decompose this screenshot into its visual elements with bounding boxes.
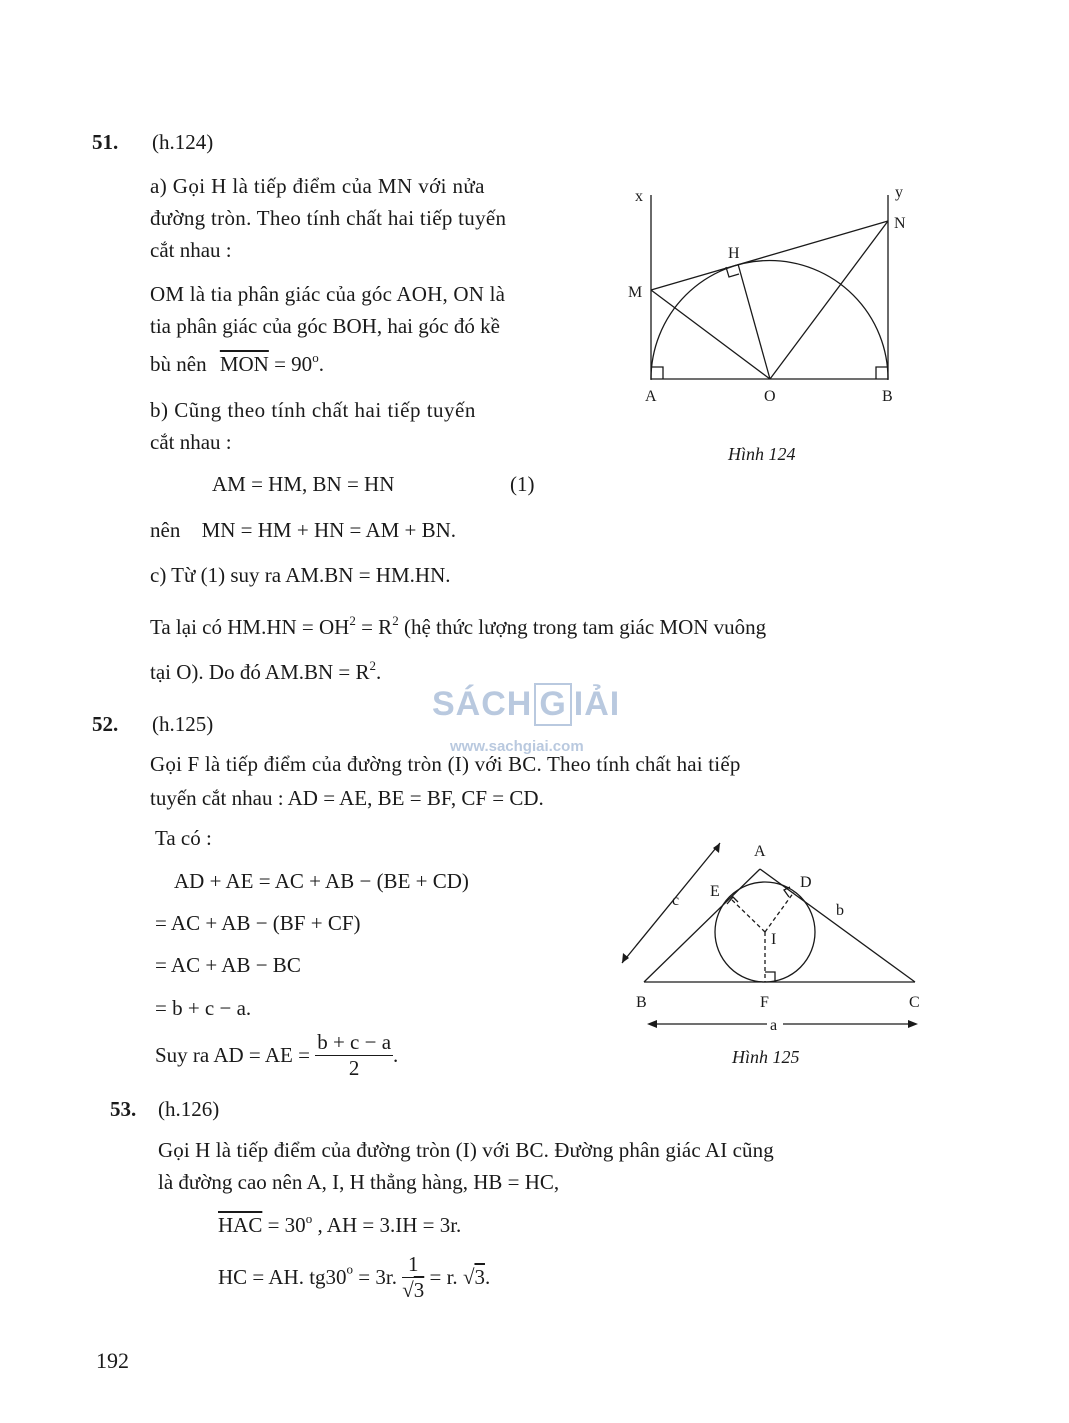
fraction-denominator: 2 [348, 1056, 360, 1080]
problem-number-53: 53. [110, 1097, 137, 1121]
fraction-numerator: b + c − a [317, 1030, 392, 1054]
angle-hac: $\overline{HAC}$ [218, 1213, 263, 1237]
p53-intro-1: Gọi H là tiếp điểm của đường tròn (I) với BC. Đường phân giác AI cũng [158, 1138, 774, 1162]
hc-mid: = 3r. [353, 1265, 397, 1289]
square-sup: 2 [392, 613, 399, 628]
equation-1-tag: (1) [510, 472, 535, 496]
root-radicand: 3 [413, 1278, 425, 1302]
p52-eq-2: = AC + AB − (BF + CF) [155, 911, 361, 935]
figure-125 [610, 835, 940, 1075]
label-b-side: b [836, 902, 844, 919]
problem-number-52: 52. [92, 712, 119, 736]
hc-prefix: HC = AH. tg30 [218, 1265, 347, 1289]
tai-suffix: . [376, 660, 382, 684]
angle-rest: , AH = 3.IH = 3r. [312, 1213, 462, 1237]
watermark-logo [432, 683, 620, 726]
page-number: 192 [96, 1348, 129, 1373]
figure-124 [620, 175, 920, 475]
problem-number-51: 51. [92, 130, 119, 154]
label-c-side: c [672, 892, 680, 909]
angle-mon: $\overline{MON}$ [219, 352, 269, 376]
watermark-brand-right: IẢI [573, 685, 621, 723]
label-a: A [645, 388, 657, 405]
square-sup: 2 [349, 613, 356, 628]
label-n: N [894, 215, 906, 232]
p53-hc-line [218, 1252, 490, 1303]
label-a-vertex: A [754, 843, 766, 860]
label-d: D [800, 874, 812, 891]
bu-prefix: bù nên [150, 352, 207, 376]
suy-prefix: Suy ra AD = AE = [155, 1043, 310, 1067]
watermark-url: www.sachgiai.com [450, 738, 584, 755]
label-e: E [710, 883, 720, 900]
angle-mon-value: = 90 [274, 352, 313, 376]
hc-eq: = r. [429, 1265, 458, 1289]
p51-tai-line [150, 660, 381, 685]
suy-suffix: . [393, 1043, 399, 1067]
p51-bu-line [150, 352, 324, 377]
angle-eq: = 30 [262, 1213, 306, 1237]
label-h: H [728, 245, 740, 262]
p52-eq-3: = AC + AB − BC [155, 953, 301, 977]
problem-ref-53: (h.126) [158, 1097, 220, 1121]
degree-sign: o [305, 1211, 313, 1226]
p52-eq-4: = b + c − a. [155, 996, 252, 1020]
p51-a-line-3: cắt nhau : [150, 238, 232, 262]
p51-om-line-1: OM là tia phân giác của góc AOH, ON là [150, 282, 506, 306]
p51-eq2-line [150, 518, 456, 543]
p52-suy-line [155, 1030, 398, 1081]
root-radicand: 3 [474, 1265, 485, 1289]
label-o: O [764, 388, 776, 405]
tai-prefix: tại O). Do đó AM.BN = R [150, 660, 370, 684]
degree-sign: o [346, 1261, 354, 1277]
p51-om-line-2: tia phân giác của góc BOH, hai góc đó kề [150, 314, 500, 338]
eq2-prefix: nên [150, 518, 181, 542]
p51-ta-line [150, 615, 766, 640]
degree-sign: o [312, 350, 319, 365]
fraction-1-over-root3 [402, 1252, 424, 1303]
problem-ref-51: (h.124) [152, 130, 214, 154]
root-3: √3 [462, 1265, 485, 1289]
label-a-side: a [770, 1017, 778, 1034]
p53-angle-line [218, 1213, 461, 1238]
label-x: x [635, 188, 643, 205]
fraction-bca-over-2 [315, 1030, 393, 1081]
p51-a-line-2: đường tròn. Theo tính chất hai tiếp tuyến [150, 206, 507, 230]
p52-eq-1: AD + AE = AC + AB − (BE + CD) [174, 869, 469, 893]
label-m: M [628, 284, 643, 301]
p52-intro-2: tuyến cắt nhau : AD = AE, BE = BF, CF = CD. [150, 786, 544, 810]
ta-prefix: Ta lại có HM.HN = OH [150, 615, 350, 639]
p53-intro-2: là đường cao nên A, I, H thẳng hàng, HB = HC, [158, 1170, 560, 1194]
label-f: F [760, 994, 769, 1011]
ta-suffix: (hệ thức lượng trong tam giác MON vuông [398, 615, 767, 639]
hc-suffix: . [484, 1265, 491, 1289]
equation-1: AM = HM, BN = HN [212, 472, 395, 496]
fraction-denominator: √3 [402, 1278, 425, 1302]
label-b: B [882, 388, 893, 405]
label-i: I [771, 931, 777, 948]
label-b-vertex: B [636, 994, 647, 1011]
square-sup: 2 [369, 658, 377, 673]
fraction-numerator: 1 [402, 1252, 424, 1278]
equation-2: MN = HM + HN = AM + BN. [201, 518, 457, 542]
caption-125: Hình 125 [732, 1047, 800, 1067]
p51-c-line: c) Từ (1) suy ra AM.BN = HM.HN. [150, 563, 451, 587]
p52-taco: Ta có : [155, 826, 212, 850]
period: . [318, 352, 324, 376]
p51-b-line-2: cắt nhau : [150, 430, 232, 454]
p51-b-line-1: b) Cũng theo tính chất hai tiếp tuyến [150, 398, 476, 422]
problem-ref-52: (h.125) [152, 712, 214, 736]
watermark-brand-box: G [534, 683, 571, 726]
watermark-brand-left: SÁCH [432, 685, 533, 723]
label-c-vertex: C [909, 994, 920, 1011]
ta-mid: = R [355, 615, 393, 639]
caption-124: Hình 124 [728, 444, 796, 464]
p51-a-line-1: a) Gọi H là tiếp điểm của MN với nửa [150, 174, 485, 198]
label-y: y [895, 184, 903, 201]
p52-intro-1: Gọi F là tiếp điểm của đường tròn (I) với BC. Theo tính chất hai tiếp [150, 752, 741, 776]
